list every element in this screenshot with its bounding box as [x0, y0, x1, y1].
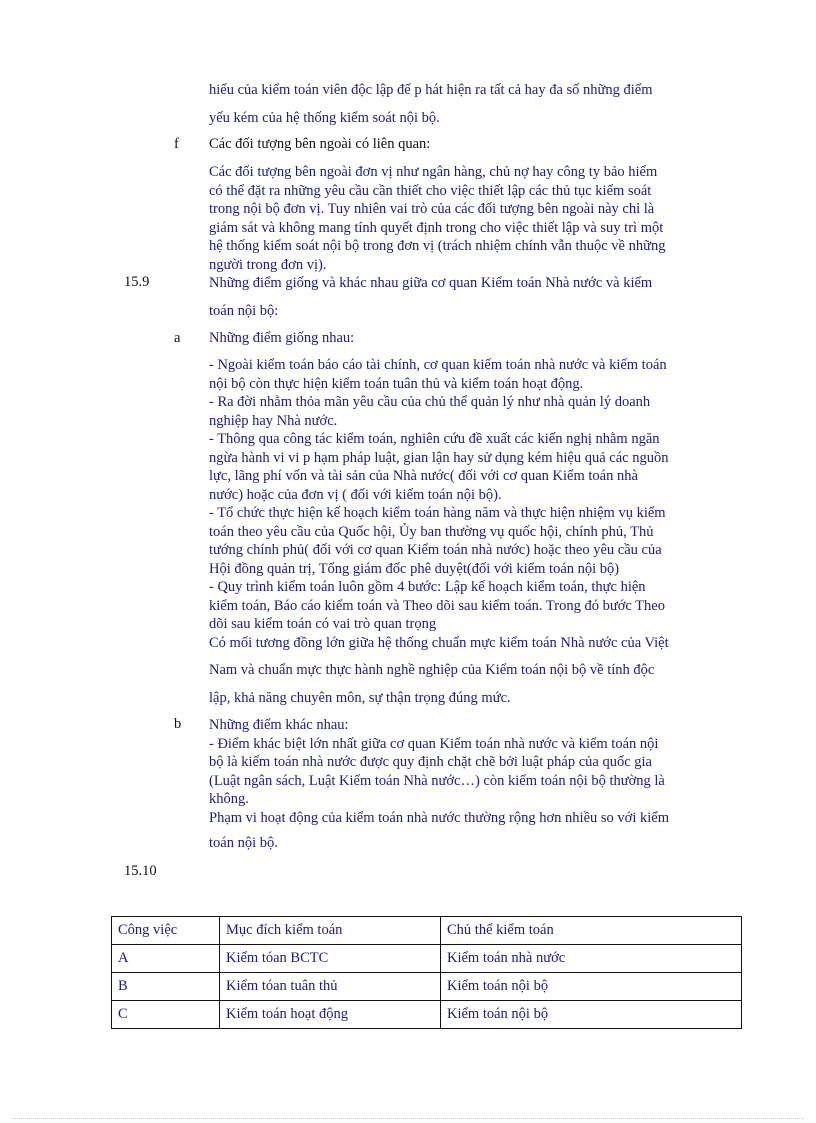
table-header-cell: Chủ thể kiểm toán — [441, 917, 742, 945]
section-b-marker: b — [174, 716, 182, 732]
section-f-line: trong nội bộ đơn vị. Tuy nhiên vai trò của các đối tượng bên ngoài này chỉ là — [209, 201, 655, 217]
section-f-line: giám sát và không mang tính quyết định trong cho việc thiết lập và suy trì một — [209, 219, 664, 236]
section-a-line: toán theo yêu cầu của Quốc hội, Ủy ban thường vụ quốc hội, chính phủ, Thủ — [209, 523, 654, 540]
section-f-line: hệ thống kiểm soát nội bộ trong đơn vị (trách nhiệm chính vẫn thuộc về những — [209, 238, 666, 254]
section-15-10-number: 15.10 — [124, 863, 157, 879]
table-cell: A — [112, 945, 220, 973]
section-f-line: có thể đặt ra những yêu cầu cần thiết cho việc thiết lập các thủ tục kiểm soát — [209, 182, 652, 199]
section-a-line: dõi sau kiểm toán có vai trò quan trọng — [209, 616, 437, 632]
table-cell: Kiểm tóan tuân thủ — [220, 973, 441, 1001]
table-cell: Kiểm toán nội bộ — [441, 973, 742, 1001]
table-cell: C — [112, 1001, 220, 1029]
section-a-tail-line: Nam và chuẩn mực thực hành nghề nghiệp của Kiểm toán nội bộ về tính độc — [209, 662, 655, 678]
section-a-body — [209, 356, 749, 652]
section-b-line: Phạm vi hoạt động của kiểm toán nhà nước thường rộng hơn nhiều so với kiểm — [209, 809, 669, 826]
section-15-9-title-line: toán nội bộ: — [209, 303, 279, 319]
section-a-line: - Ra đời nhằm thỏa mãn yêu cầu của chủ thể quản lý như nhà quản lý doanh — [209, 394, 651, 410]
section-a-line: tướng chính phủ( đối với cơ quan Kiểm toán nhà nước) hoặc theo yêu cầu của — [209, 542, 662, 558]
section-a-line: - Ngoài kiểm toán báo cáo tài chính, cơ quan kiểm toán nhà nước và kiểm toán — [209, 357, 667, 373]
section-b-line: - Điểm khác biệt lớn nhất giữa cơ quan Kiểm toán nhà nước và kiểm toán nội — [209, 735, 659, 752]
section-15-9-title-line: Những điểm giống và khác nhau giữa cơ quan Kiểm toán Nhà nước và kiểm — [209, 275, 653, 291]
section-a-line: Có mối tương đồng lớn giữa hệ thống chuẩn mực kiểm toán Nhà nước của Việt — [209, 634, 669, 651]
table-row — [112, 973, 742, 1001]
table-row — [112, 1001, 742, 1029]
section-f-marker: f — [174, 136, 179, 152]
table-header-row — [112, 917, 742, 945]
section-a-line: - Thông qua công tác kiểm toán, nghiên cứu đề xuất các kiến nghị nhằm ngăn — [209, 431, 660, 447]
section-a-marker: a — [174, 330, 181, 346]
table-cell: Kiểm toán nhà nước — [441, 945, 742, 973]
section-b-line: bộ là kiểm toán nhà nước được quy định chặt chẽ bởi luật pháp của quốc gia — [209, 754, 652, 770]
section-a-tail — [209, 656, 749, 712]
table-row — [112, 945, 742, 973]
table-header-cell: Mục đích kiểm toán — [220, 917, 441, 945]
section-f-line: người trong đơn vị). — [209, 256, 327, 273]
section-a-line: - Quy trình kiểm toán luôn gồm 4 bước: Lập kế hoạch kiểm toán, thực hiện — [209, 579, 646, 595]
section-a-line: ngừa hành vi vi p hạm pháp luật, gian lận hay sử dụng kém hiệu quả các nguồn — [209, 449, 669, 466]
section-a-line: nội bộ còn thực hiện kiểm toán tuân thủ và kiểm toán hoạt động. — [209, 375, 584, 392]
section-15-9-title — [209, 269, 749, 325]
table-header-cell: Công việc — [112, 917, 220, 945]
section-a-tail-line: lập, khả năng chuyên môn, sự thận trọng đúng mức. — [209, 690, 511, 706]
section-f-line: Các đối tượng bên ngoài đơn vị như ngân hàng, chủ nợ hay công ty bảo hiểm — [209, 164, 658, 180]
intro-line: hiểu của kiểm toán viên độc lập để p hát hiện ra tất cả hay đa số những điểm — [209, 82, 653, 98]
audit-table — [111, 916, 742, 1029]
section-b-body — [209, 716, 749, 827]
section-a-line: kiểm toán, Báo cáo kiểm toán và Theo dõi sau kiểm toán. Trong đó bước Theo — [209, 597, 665, 614]
table-cell: Kiểm toán hoạt động — [220, 1001, 441, 1029]
table-cell: Kiểm toán nội bộ — [441, 1001, 742, 1029]
section-b-line: không. — [209, 791, 249, 807]
table-cell: B — [112, 973, 220, 1001]
section-b-tail: toán nội bộ. — [209, 835, 278, 851]
table-cell: Kiểm tóan BCTC — [220, 945, 441, 973]
section-a-heading: Những điểm giống nhau: — [209, 330, 355, 346]
section-b-heading: Những điểm khác nhau: — [209, 717, 349, 733]
intro-paragraph — [209, 76, 749, 132]
section-a-line: nước) hoặc của đơn vị ( đối với kiểm toán nội bộ). — [209, 486, 502, 503]
section-a-line: Hội đồng quản trị, Tổng giám đốc phê duyệt(đối với kiểm toán nội bộ) — [209, 560, 620, 577]
section-f-body — [209, 163, 749, 274]
page-bottom-divider — [12, 1118, 804, 1119]
section-b-line: (Luật ngân sách, Luật Kiểm toán Nhà nước…) còn kiểm toán nội bộ thường là — [209, 772, 665, 789]
section-a-line: nghiệp hay Nhà nước. — [209, 412, 338, 429]
section-f-heading: Các đối tượng bên ngoài có liên quan: — [209, 136, 431, 152]
section-a-line: lực, lãng phí vốn và tài sản của Nhà nước( đối với cơ quan Kiểm toán nhà — [209, 468, 638, 484]
section-a-line: - Tổ chức thực hiện kế hoạch kiểm toán hàng năm và thực hiện nhiệm vụ kiểm — [209, 505, 666, 521]
section-15-9-number: 15.9 — [124, 274, 150, 290]
intro-line: yếu kém của hệ thống kiểm soát nội bộ. — [209, 110, 440, 126]
